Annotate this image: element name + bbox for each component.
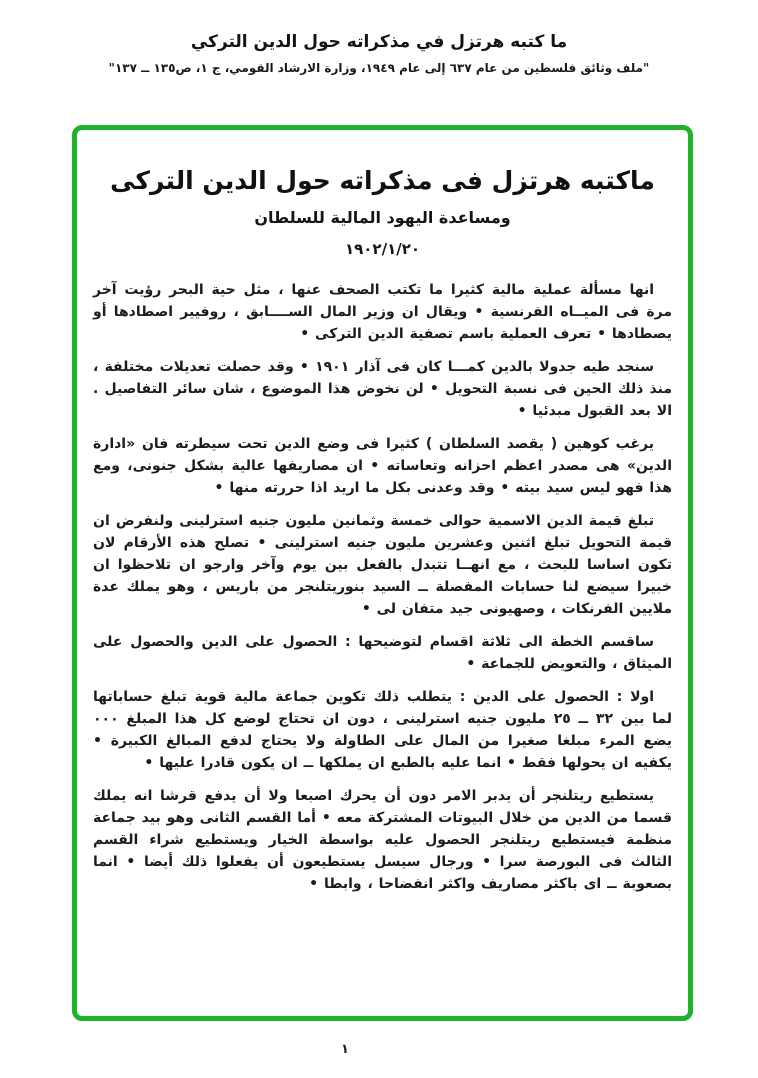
document-paragraph: ساقسم الخطة الى ثلاثة اقسام لتوضيحها : الحصول على الدين والحصول على الميثاق ، والتعويض للجماعة •	[93, 634, 672, 672]
page-header	[0, 32, 758, 75]
scanned-document-frame	[72, 125, 693, 1021]
document-paragraph: سنجد طيه جدولا بالدين كمـــا كان فى آذار ١٩٠١ • وقد حصلت تعديلات مختلفة ، منذ ذلك الحين فى نسبة التحويل • لن نخوض هذا الموضوع ، شان سائر التفاصيل . الا بعد القبول مبدئيا •	[93, 359, 672, 419]
document-paragraph: انها مسألة عملية مالية كثيرا ما تكتب الصحف عنها ، مثل حية البحر رؤيت آخر مرة فى الميــاه الفرنسية • ويقال ان وزير المال الســــابق ، روفيير اصطادها أو يصطادها • تعرف العملية باسم تصفية الدين التركى •	[93, 282, 672, 342]
document-body	[93, 279, 672, 895]
document-paragraph: يستطيع ريتلنجر أن يدبر الامر دون أن يحرك اصبعا ولا أن يدفع قرشا انه يملك قسما من الدين من خلال البيوتات المشتركة معه • أما القسم الثانى وهو بيد جماعة منظمة فيستطيع ريتلنجر الحصول عليه بواسطة الخيار ويستطيع شراء القسم الثالث فى البورصة سرا • ورجال سيسل يستطيعون أن يفعلوا ذلك أيضا • انما بصعوبة ــ اى باكثر مصاريف واكثر انفضاحا ، وابطا •	[93, 788, 672, 892]
document-date: ١٩٠٢/١/٢٠	[344, 240, 421, 258]
page-number: ١	[341, 1042, 349, 1057]
document-paragraph: اولا : الحصول على الدين : يتطلب ذلك تكوين جماعة مالية قوية تبلغ حساباتها لما بين ٣٢ ــ ٢٥ مليون جنيه استرلينى ، دون ان تحتاج لوضع كل هذا المبلغ ٠٠٠ يضع المرء مبلغا صغيرا من المال على الطاولة ولا يحتاج لدفع المبالغ الكبيرة • يكفيه ان يحولها فقط • انما عليه بالطبع ان يملكها ــ ان يكون قادرا عليها •	[93, 689, 673, 771]
scanned-document-page	[77, 130, 688, 895]
source-citation: "ملف وثائق فلسطين من عام ٦٣٧ إلى عام ١٩٤٩، وزارة الارشاد القومي، ج ١، ص١٣٥ ــ ١٣٧"	[108, 61, 650, 75]
document-paragraph: تبلغ قيمة الدين الاسمية حوالى خمسة وثمانين مليون جنيه استرلينى ولنفرض ان قيمة التحويل تبلغ اثنين وعشرين مليون جنيه استرلينى • تصلح هذه الأرقام لان تكون اساسا للبحث ، مع انهــا تتبدل بالفعل بين يوم وآخر وارجو ان تلاحظوا ان خبيرا سيضع لنا حسابات المفصلة ــ السيد بنوريتلنجر من باريس ، وهو يملك عدة ملايين الفرنكات ، وصهيونى جيد متفان لى •	[93, 513, 672, 617]
document-title: ماكتبه هرتزل فى مذكراته حول الدين التركى	[110, 166, 655, 195]
document-subtitle: ومساعدة اليهود المالية للسلطان	[254, 208, 511, 227]
page-header-title: ما كتبه هرتزل في مذكراته حول الدين التركي	[190, 32, 568, 52]
document-paragraph: يرغب كوهين ( يقصد السلطان ) كثيرا فى وضع الدين تحت سيطرته فان «ادارة الدين» هى مصدر اعظم احزانه وتعاساته • ان مصاريفها عالية بشكل جنونى، ومع هذا فهو ليس سيد بيته • وقد وعدنى بكل ما اريد اذا حررته منها •	[93, 436, 672, 496]
